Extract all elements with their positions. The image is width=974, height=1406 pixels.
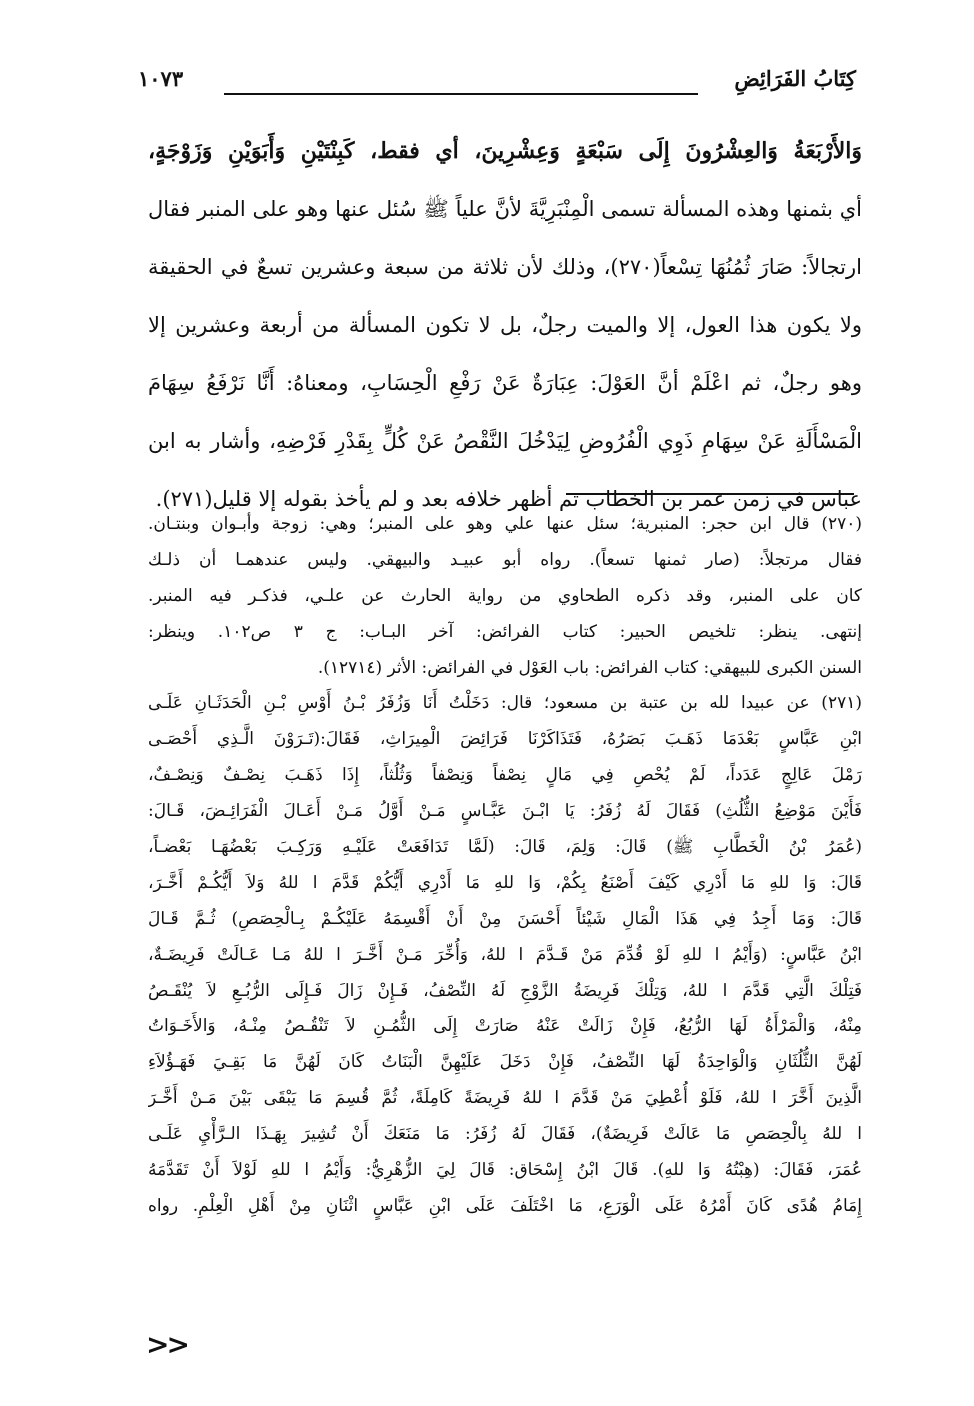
footnote-line: فَأَيْنَ مَوْضِعُ الثُّلُثِ) فَقَالَ لَهُ زُفَرُ: يَا ابْـنَ عَبَّـاسٍ مَـنْ أَوَّلُ مَـنْ أَعَـالَ الْفَرَائِـضَ، قَـالَ: (148, 801, 862, 822)
footnote-line: (٢٧١) عن عبيدا لله بن عتبة بن مسعود؛ قال: دَخَلْتُ أَنَا وَزُفَرُ بْـنُ أَوْسِ بْـنِ الْحَدَثَـانِ عَلَـى (148, 693, 862, 714)
page-number: ١٠٧٣ (138, 66, 184, 91)
footnote-line: ابْنُ عَبَّاسٍ: (وَأَيْمُ ا للهِ لَوْ قُدِّمَ مَنْ قَـدَّمَ ا للهُ، وَأُخِّرَ مَـنْ أَخَّـرَ ا للهُ مَـا عَـالَتْ فَرِيضَـةٌ، (148, 944, 862, 965)
main-text-line: أي بثمنها وهذه المسألة تسمى الْمِنْبَرِيَّةَ لأنَّ علياً ﷺ سُئل عنها وهو على المنبر فقال (148, 197, 862, 221)
main-text-line: عباس في زمن عمر بن الخطاب ثم أظهر خلافه بعد و لم يأخذ بقوله إلا قليل(٢٧١). (155, 487, 862, 511)
main-text (148, 122, 862, 528)
footnote-line: عُمَرَ، فَقَالَ: (هِبْتُهُ وَا للهِ). قَالَ ابْنُ إِسْحَاق: قَالَ لِيَ الزُّهْرِيُّ: وَأَيْمُ ا للهِ لَوْلاَ أَنْ تَقَدَّمَهُ (148, 1160, 862, 1181)
main-text-line: الْمَسْأَلَةِ عَنْ سِهَامِ ذَوِي الْفُرُوضِ لِيَدْخُلَ النَّقْصُ عَنْ كُلٍّ بِقَدْرِ فَرْضِهِ، وأشار به ابن (148, 429, 862, 453)
footnote-line: (٢٧٠) قال ابن حجر: المنبرية؛ سئل عنها علي وهو على المنبر؛ وهي: زوجة وأبـوان وبنتـان. (148, 514, 862, 534)
footnotes (148, 507, 862, 1225)
footnote-line: لَهُنَّ الثُّلُثَانِ وَالْوَاحِدَةُ لَهَا النِّصْفُ، فَإِنْ دَخَلَ عَلَيْهِنَّ الْبَنَاتُ كَانَ لَهُنَّ مَا بَقِـيَ فَهَـؤُلاَءِ (148, 1052, 862, 1073)
footnote-line: قَالَ: وَمَا أَجِدُ فِي هَذَا الْمَالِ شَيْئاً أَحْسَنَ مِنْ أَنْ أَقْسِمَهُ عَلَيْكُـمْ بِـالْحِصَصِ) ثُـمَّ قَـالَ (148, 908, 862, 929)
footnote-line: ابْنِ عَبَّاسٍ بَعْدَمَا ذَهَـبَ بَصَرُهُ، فَتَذَاكَرْنَا فَرَائِضَ الْمِيرَاثِ، فَقَالَ:(تَـرَوْنَ الَّـذِي أَحْصَـى (148, 729, 862, 750)
chapter-title: كِتَابُ الفَرَائِضِ (734, 66, 856, 91)
footnote-line: ا للهُ بِالْحِصَصِ مَا عَالَتْ فَرِيضَةٌ)، فَقَالَ لَهُ زُفَرُ: مَا مَنَعَكَ أَنْ تُشِيرَ بِهَـذَا الـرَّأْيِ عَلَـى (148, 1124, 862, 1145)
footnote-separator (566, 493, 854, 495)
main-text-line: ولا يكون هذا العول، إلا والميت رجلٌ، بل لا تكون المسألة من أربعة وعشرين إلا (148, 313, 862, 337)
footnote-line: فقال مرتجلاً: (صار ثمنها تسعاً). رواه أبو عبيـد والبيهقي. وليس عندهمـا أن ذلـك (148, 549, 862, 570)
footnote-line: كان على المنبر، وقد ذكره الطحاوي من رواية الحارث عن علـي، فذكـر فيه المنبر. (148, 585, 862, 606)
footnote-line: إِمَامُ هُدًى كَانَ أَمْرُهُ عَلَى الْوَرَعِ، مَا اخْتَلَفَ عَلَى ابْنِ عَبَّاسٍ اثْنَانِ مِنْ أَهْلِ الْعِلْمِ. رواه (148, 1195, 862, 1216)
footnote-line: مِنْهُ، وَالْمَرْأَةُ لَهَا الرُّبُعُ، فَإِنْ زَالَتْ عَنْهُ صَارَتْ إِلَى الثُّمُـنِ لاَ تَنْقُـصُ مِنْـهُ، وَالأَخَـوَاتُ (148, 1016, 862, 1037)
main-text-line: ارتجالاً: صَارَ ثُمُنُهَا تِسْعاً(٢٧٠)، وذلك لأن ثلاثة من سبعة وعشرين تسعٌ في الحقيقة (148, 255, 862, 279)
footnote-line: الَّذِينَ أَخَّرَ ا للهُ، فَلَوْ أُعْطِيَ مَنْ قَدَّمَ ا للهُ فَرِيضَةً كَامِلَةً، ثُمَّ قُسِمَ مَا يَبْقَى بَيْنَ مَـنْ أَخَّـرَ (148, 1088, 862, 1109)
footnote-line: فَتِلْكَ الَّتِي قَدَّمَ ا للهُ، وَتِلْكَ فَرِيضَةُ الزَّوْجِ لَهُ النِّصْفُ، فَـإِنْ زَالَ فَـإِلَى الرُّبُـعِ لاَ يُنْقَـصُ (148, 980, 862, 1001)
continuation-mark: << (146, 1328, 187, 1361)
footnote-line: قَالَ: وَا للهِ مَا أَدْرِي كَيْفَ أَصْنَعُ بِكُمْ، وَا للهِ مَا أَدْرِي أَيُّكُمْ قَدَّمَ ا للهُ وَلاَ أَيُّكُـمْ أَخَّـرَ، (148, 872, 862, 893)
page-header (138, 66, 856, 100)
footnote-line: رَمْلَ عَالِجٍ عَدَداً، لَمْ يُحْصِ فِي مَالٍ نِصْفاً وَنِصْفاً وَثُلُثاً، إِذَا ذَهَـبَ نِصْـفٌ وَنِصْـفٌ، (148, 765, 862, 786)
header-rule (224, 93, 698, 95)
footnote-line: السنن الكبرى للبيهقي: كتاب الفرائض: باب العَوْل في الفرائض: الأثر (١٢٧١٤). (317, 657, 862, 678)
main-text-line: وهو رجلٌ، ثم اعْلَمْ أنَّ العَوْلَ: عِبَارَةٌ عَنْ رَفْعِ الْحِسَابِ، ومعناهُ: أَنَّا نَرْفَعُ سِهَامَ (148, 371, 862, 395)
footnote-line: إنتهى. ينظر: تلخيص الحبير: كتاب الفرائض: آخر البـاب: ج ٣ ص١٠٢. وينظر: (148, 621, 862, 642)
footnote-line: (عُمَرُ بْنُ الْخَطَّابِ ﷺ) قَالَ: وَلِمَ، قَالَ: (لَمَّا تَدَافَعَتْ عَلَيْـهِ وَرَكِـبَ بَعْضُهَـا بَعْضـاً، (148, 837, 862, 858)
main-text-line: وَالأَرْبَعَةُ وَالعِشْرُونَ إِلَى سَبْعَةٍ وَعِشْرِينَ، أي فقط، كَبِنْتَيْنِ وَأَبَوَيْنِ وَزَوْجَةٍ، (148, 138, 862, 164)
